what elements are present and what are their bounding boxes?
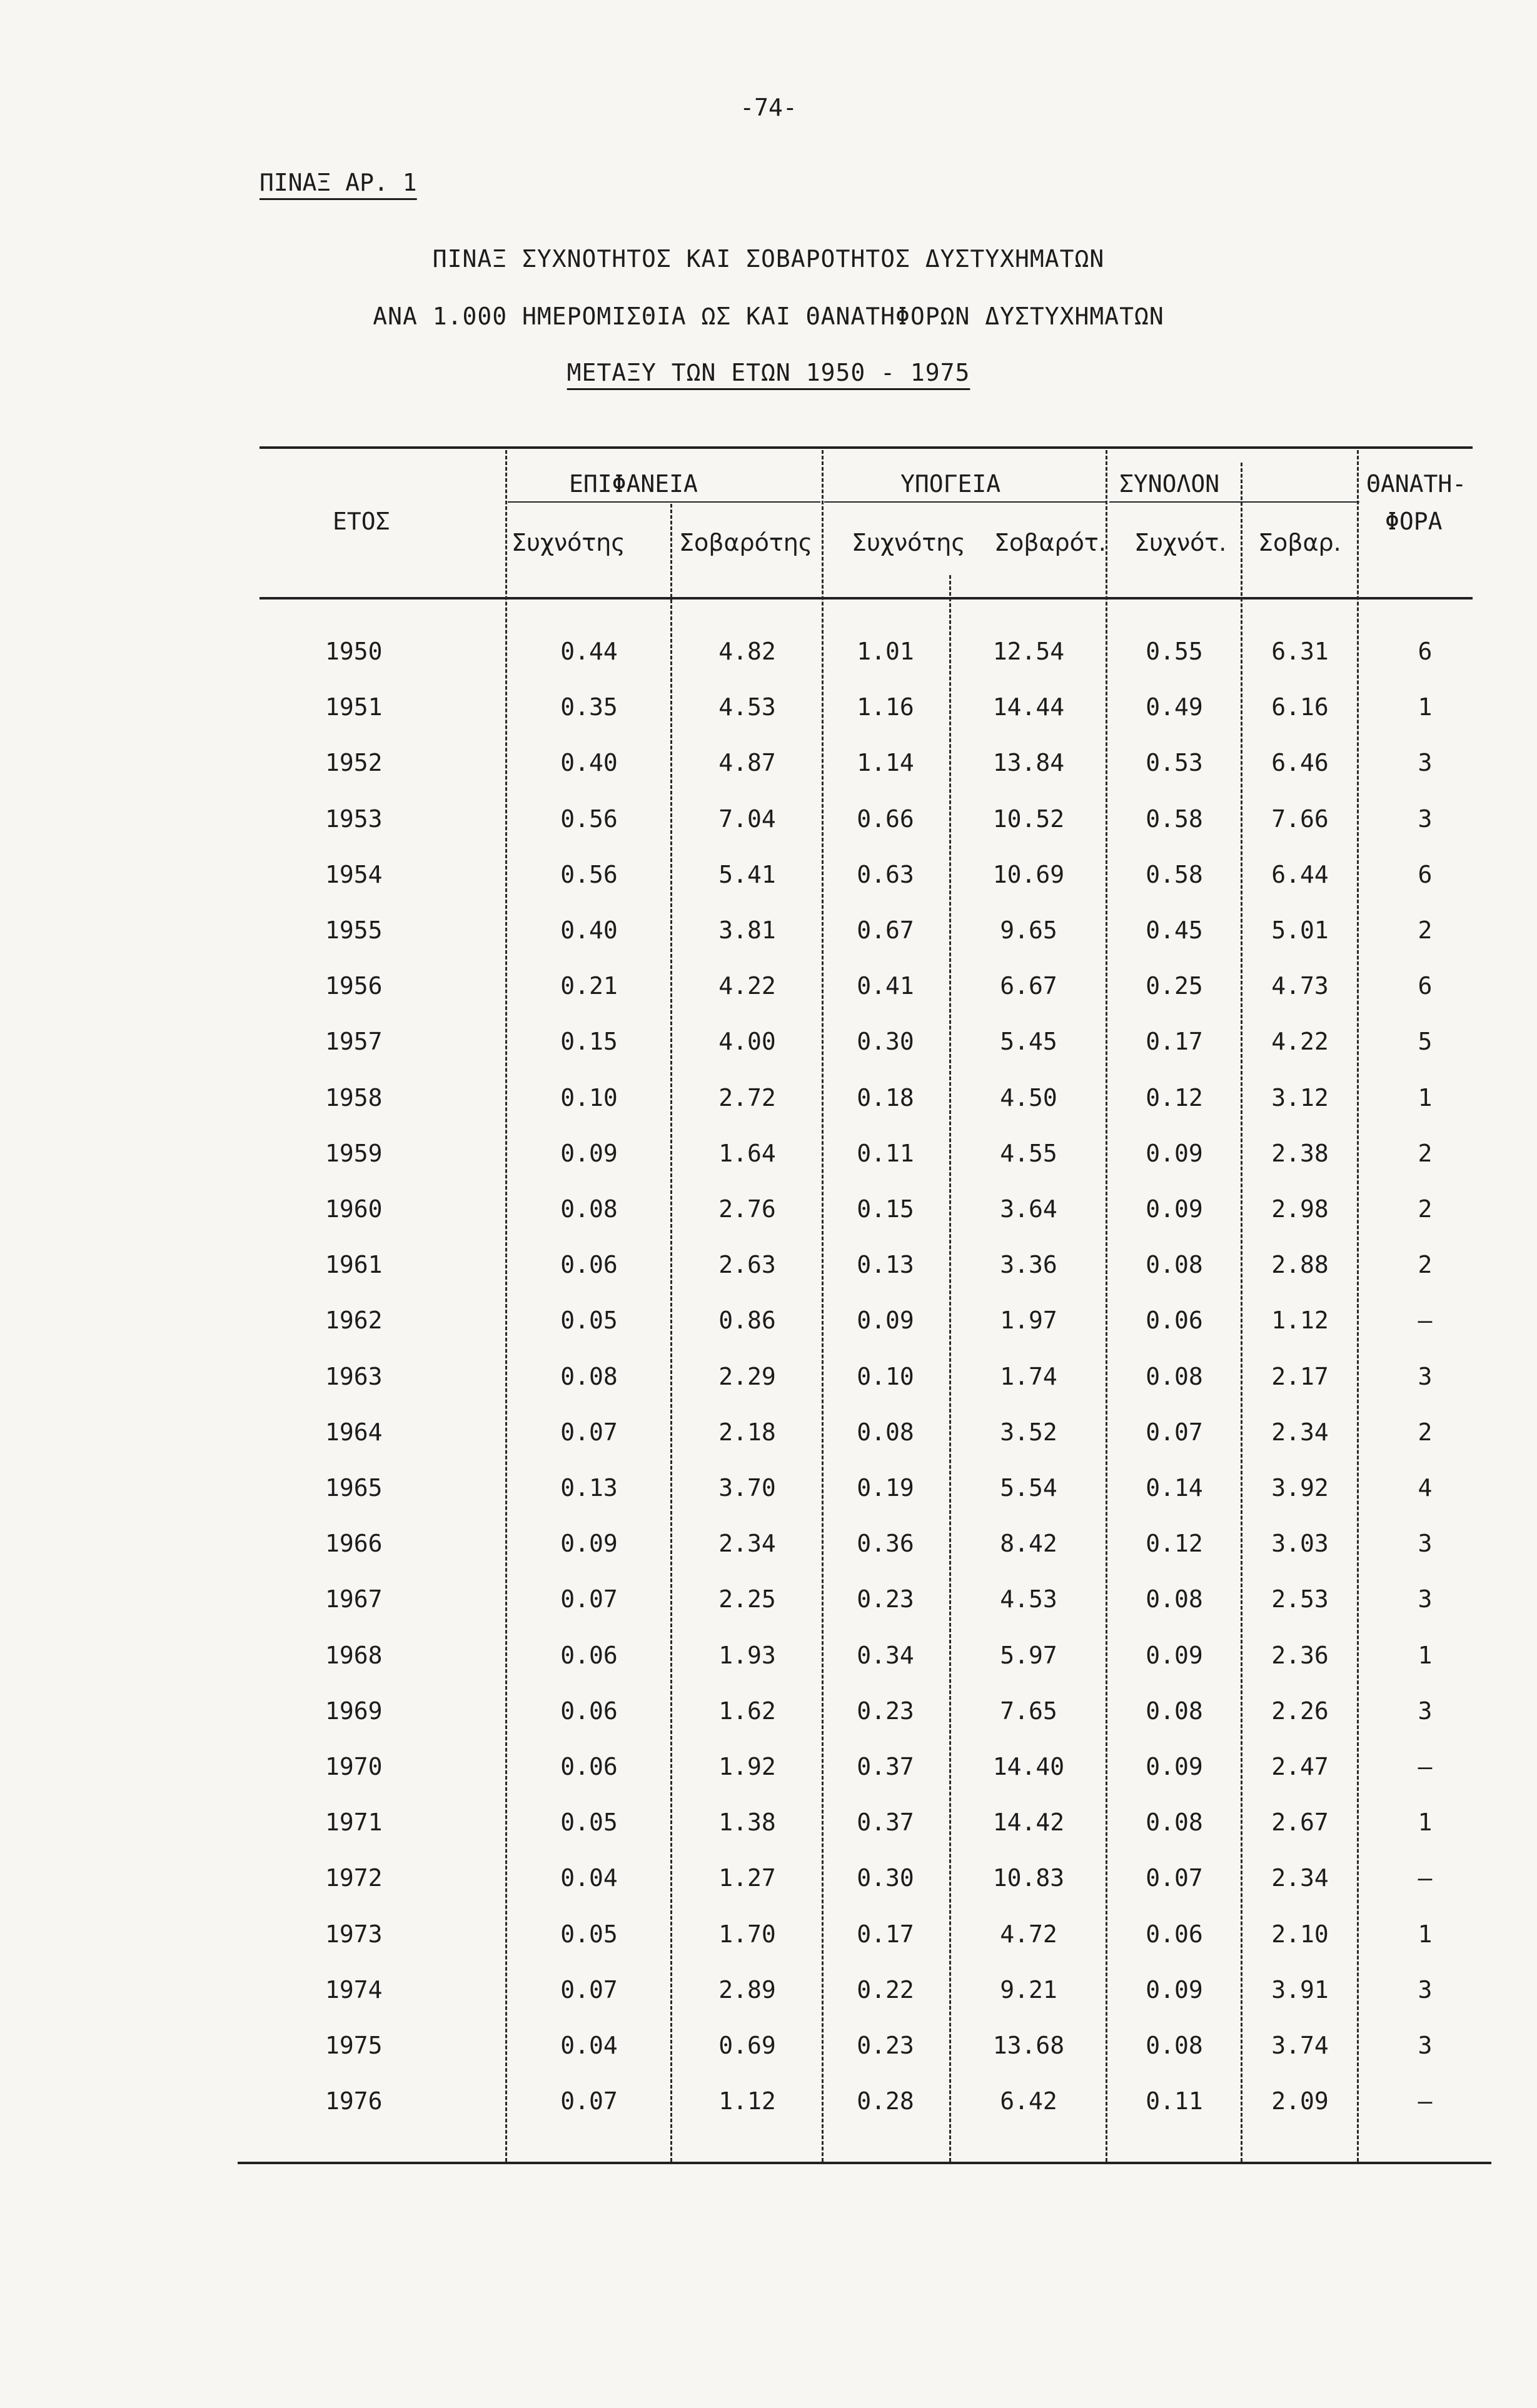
total-severity-cell: 2.47 [1271,1753,1329,1780]
header-underground-frequency: Συχνότης [852,529,965,556]
total-frequency-cell: 0.06 [1146,1920,1203,1948]
total-severity-cell: 2.17 [1271,1362,1329,1390]
total-frequency-cell: 0.45 [1146,916,1203,944]
total-severity-cell: 3.92 [1271,1474,1329,1502]
header-year: ΕΤΟΣ [333,508,390,535]
total-severity-cell: 6.46 [1271,749,1329,777]
surface-severity-cell: 1.93 [718,1641,776,1669]
surface-severity-cell: 5.41 [718,860,776,888]
total-severity-cell: 2.34 [1271,1864,1329,1892]
underground-severity-cell: 6.42 [1000,2087,1057,2115]
surface-frequency-cell: 0.21 [560,972,618,1000]
surface-severity-cell: 0.86 [718,1307,776,1335]
total-severity-cell: 2.67 [1271,1809,1329,1837]
header-surface: ΕΠΙΦΑΝΕΙΑ [569,470,698,498]
total-frequency-cell: 0.09 [1146,1753,1203,1780]
total-frequency-cell: 0.12 [1146,1083,1203,1111]
header-surface-frequency: Συχνότης [511,529,625,556]
total-severity-cell: 2.88 [1271,1251,1329,1279]
fatal-cell: 3 [1418,1585,1433,1613]
surface-severity-cell: 4.82 [718,638,776,665]
surface-severity-cell: 4.53 [718,693,776,721]
underground-frequency-cell: 0.23 [857,1697,914,1725]
year-cell: 1963 [325,1362,383,1390]
surface-frequency-cell: 0.13 [560,1474,618,1502]
underground-frequency-cell: 0.23 [857,1585,914,1613]
header-fatal-line-1: ΘΑΝΑΤΗ- [1366,470,1467,498]
year-cell: 1957 [325,1028,383,1056]
total-frequency-cell: 0.09 [1146,1195,1203,1223]
fatal-cell: – [1418,1864,1433,1892]
underground-severity-cell: 9.21 [1000,1975,1057,2004]
header-bottom-rule [260,597,1473,599]
underground-severity-cell: 4.72 [1000,1920,1057,1948]
year-cell: 1968 [325,1641,383,1669]
year-cell: 1959 [325,1139,383,1167]
total-severity-cell: 3.74 [1271,2032,1329,2059]
column-separator [1357,450,1359,2162]
surface-frequency-cell: 0.56 [560,805,618,833]
total-severity-cell: 2.34 [1271,1418,1329,1446]
underground-frequency-cell: 0.63 [857,860,914,888]
underground-severity-cell: 3.36 [1000,1251,1057,1279]
fatal-cell: – [1418,1753,1433,1780]
year-cell: 1969 [325,1697,383,1725]
surface-severity-cell: 1.92 [718,1753,776,1780]
header-total: ΣΥΝΟΛΟΝ [1119,470,1220,498]
year-cell: 1971 [325,1809,383,1837]
total-frequency-cell: 0.11 [1146,2087,1203,2115]
surface-frequency-cell: 0.07 [560,1418,618,1446]
total-severity-cell: 6.44 [1271,860,1329,888]
total-frequency-cell: 0.09 [1146,1975,1203,2004]
column-separator [505,450,507,2162]
surface-severity-cell: 1.70 [718,1920,776,1948]
year-cell: 1961 [325,1251,383,1279]
fatal-cell: 3 [1418,1697,1433,1725]
fatal-cell: 1 [1418,1083,1433,1111]
underground-frequency-cell: 0.11 [857,1139,914,1167]
year-cell: 1972 [325,1864,383,1892]
surface-frequency-cell: 0.05 [560,1809,618,1837]
year-cell: 1964 [325,1418,383,1446]
underground-severity-cell: 10.69 [992,860,1065,888]
header-total-frequency: Συχνότ. [1134,529,1227,556]
underground-frequency-cell: 0.10 [857,1362,914,1390]
year-cell: 1970 [325,1753,383,1780]
total-severity-cell: 6.31 [1271,638,1329,665]
underground-severity-cell: 13.84 [992,749,1065,777]
underground-severity-cell: 9.65 [1000,916,1057,944]
surface-severity-cell: 2.25 [718,1585,776,1613]
underground-severity-cell: 14.42 [992,1809,1065,1837]
total-frequency-cell: 0.08 [1146,1251,1203,1279]
surface-frequency-cell: 0.40 [560,916,618,944]
table-title-line-1: ΠΙΝΑΞ ΣΥΧΝΟΤΗΤΟΣ ΚΑΙ ΣΟΒΑΡΟΤΗΤΟΣ ΔΥΣΤΥΧΗΜΑΤΩΝ [432,245,1105,273]
underground-severity-cell: 4.50 [1000,1083,1057,1111]
total-severity-cell: 3.03 [1271,1530,1329,1558]
fatal-cell: 3 [1418,2032,1433,2059]
column-separator [822,450,824,2162]
year-cell: 1967 [325,1585,383,1613]
total-frequency-cell: 0.08 [1146,2032,1203,2059]
total-severity-cell: 2.53 [1271,1585,1329,1613]
underground-severity-cell: 14.40 [992,1753,1065,1780]
underground-frequency-cell: 0.41 [857,972,914,1000]
total-severity-cell: 2.98 [1271,1195,1329,1223]
total-severity-cell: 7.66 [1271,805,1329,833]
surface-severity-cell: 0.69 [718,2032,776,2059]
underground-frequency-cell: 0.37 [857,1809,914,1837]
year-cell: 1950 [325,638,383,665]
surface-severity-cell: 4.00 [718,1028,776,1056]
header-fatal-line-2: ΦΟΡΑ [1385,508,1443,535]
total-frequency-cell: 0.09 [1146,1641,1203,1669]
total-frequency-cell: 0.14 [1146,1474,1203,1502]
underground-frequency-cell: 1.01 [857,638,914,665]
header-surface-severity: Σοβαρότης [679,529,813,556]
year-cell: 1952 [325,749,383,777]
underground-frequency-cell: 0.17 [857,1920,914,1948]
total-group-rule [1109,501,1359,503]
total-severity-cell: 2.36 [1271,1641,1329,1669]
underground-frequency-cell: 0.22 [857,1975,914,2004]
year-cell: 1953 [325,805,383,833]
surface-severity-cell: 1.62 [718,1697,776,1725]
total-severity-cell: 3.91 [1271,1975,1329,2004]
surface-frequency-cell: 0.44 [560,638,618,665]
underground-frequency-cell: 1.16 [857,693,914,721]
surface-frequency-cell: 0.06 [560,1753,618,1780]
surface-frequency-cell: 0.56 [560,860,618,888]
underground-frequency-cell: 0.19 [857,1474,914,1502]
year-cell: 1956 [325,972,383,1000]
total-frequency-cell: 0.08 [1146,1809,1203,1837]
surface-frequency-cell: 0.05 [560,1920,618,1948]
surface-frequency-cell: 0.35 [560,693,618,721]
total-severity-cell: 2.09 [1271,2087,1329,2115]
year-cell: 1974 [325,1975,383,2004]
fatal-cell: 2 [1418,1251,1433,1279]
surface-severity-cell: 1.64 [718,1139,776,1167]
year-cell: 1976 [325,2087,383,2115]
surface-frequency-cell: 0.07 [560,1975,618,2004]
underground-severity-cell: 10.52 [992,805,1065,833]
fatal-cell: 3 [1418,1362,1433,1390]
surface-severity-cell: 2.72 [718,1083,776,1111]
underground-frequency-cell: 0.34 [857,1641,914,1669]
year-cell: 1962 [325,1307,383,1335]
fatal-cell: 2 [1418,916,1433,944]
underground-severity-cell: 12.54 [992,638,1065,665]
underground-severity-cell: 4.55 [1000,1139,1057,1167]
underground-frequency-cell: 0.08 [857,1418,914,1446]
page-number: -74- [740,94,797,121]
surface-severity-cell: 2.89 [718,1975,776,2004]
underground-group-rule [824,501,1106,503]
underground-severity-cell: 5.97 [1000,1641,1057,1669]
underground-frequency-cell: 0.36 [857,1530,914,1558]
fatal-cell: 6 [1418,638,1433,665]
underground-severity-cell: 3.52 [1000,1418,1057,1446]
underground-severity-cell: 13.68 [992,2032,1065,2059]
total-frequency-cell: 0.12 [1146,1530,1203,1558]
table-label: ΠΙΝΑΞ ΑΡ. 1 [260,169,417,196]
surface-frequency-cell: 0.09 [560,1530,618,1558]
total-frequency-cell: 0.08 [1146,1585,1203,1613]
total-severity-cell: 4.73 [1271,972,1329,1000]
total-frequency-cell: 0.07 [1146,1418,1203,1446]
table-title-line-3: ΜΕΤΑΞΥ ΤΩΝ ΕΤΩΝ 1950 - 1975 [567,359,970,386]
fatal-cell: 1 [1418,1641,1433,1669]
year-cell: 1960 [325,1195,383,1223]
surface-frequency-cell: 0.15 [560,1028,618,1056]
fatal-cell: 3 [1418,1975,1433,2004]
surface-severity-cell: 1.12 [718,2087,776,2115]
surface-frequency-cell: 0.04 [560,1864,618,1892]
fatal-cell: 3 [1418,749,1433,777]
surface-severity-cell: 3.70 [718,1474,776,1502]
total-frequency-cell: 0.53 [1146,749,1203,777]
underground-frequency-cell: 0.30 [857,1028,914,1056]
surface-frequency-cell: 0.08 [560,1195,618,1223]
total-frequency-cell: 0.08 [1146,1362,1203,1390]
total-severity-cell: 5.01 [1271,916,1329,944]
year-cell: 1955 [325,916,383,944]
column-separator [1106,450,1107,2162]
year-cell: 1954 [325,860,383,888]
total-frequency-cell: 0.06 [1146,1307,1203,1335]
year-cell: 1958 [325,1083,383,1111]
year-cell: 1965 [325,1474,383,1502]
total-frequency-cell: 0.25 [1146,972,1203,1000]
surface-severity-cell: 1.38 [718,1809,776,1837]
surface-frequency-cell: 0.07 [560,1585,618,1613]
surface-frequency-cell: 0.06 [560,1697,618,1725]
fatal-cell: 3 [1418,1530,1433,1558]
header-total-severity: Σοβαρ. [1258,529,1341,556]
underground-severity-cell: 3.64 [1000,1195,1057,1223]
surface-severity-cell: 7.04 [718,805,776,833]
total-severity-cell: 6.16 [1271,693,1329,721]
year-cell: 1973 [325,1920,383,1948]
underground-frequency-cell: 0.13 [857,1251,914,1279]
surface-frequency-cell: 0.04 [560,2032,618,2059]
total-frequency-cell: 0.17 [1146,1028,1203,1056]
fatal-cell: 2 [1418,1195,1433,1223]
total-frequency-cell: 0.58 [1146,805,1203,833]
underground-frequency-cell: 1.14 [857,749,914,777]
fatal-cell: 1 [1418,1920,1433,1948]
underground-severity-cell: 10.83 [992,1864,1065,1892]
fatal-cell: 1 [1418,693,1433,721]
fatal-cell: – [1418,2087,1433,2115]
year-cell: 1975 [325,2032,383,2059]
total-severity-cell: 4.22 [1271,1028,1329,1056]
underground-severity-cell: 14.44 [992,693,1065,721]
surface-severity-cell: 2.76 [718,1195,776,1223]
surface-severity-cell: 2.34 [718,1530,776,1558]
surface-frequency-cell: 0.10 [560,1083,618,1111]
fatal-cell: 2 [1418,1139,1433,1167]
fatal-cell: 2 [1418,1418,1433,1446]
fatal-cell: 4 [1418,1474,1433,1502]
total-frequency-cell: 0.55 [1146,638,1203,665]
total-severity-cell: 2.10 [1271,1920,1329,1948]
table-top-rule [260,446,1473,449]
fatal-cell: 1 [1418,1809,1433,1837]
surface-severity-cell: 2.29 [718,1362,776,1390]
total-frequency-cell: 0.49 [1146,693,1203,721]
underground-severity-cell: 4.53 [1000,1585,1057,1613]
underground-frequency-cell: 0.09 [857,1307,914,1335]
surface-severity-cell: 3.81 [718,916,776,944]
surface-frequency-cell: 0.06 [560,1251,618,1279]
header-underground-severity: Σοβαρότ. [994,529,1106,556]
column-separator [670,504,672,2162]
fatal-cell: 3 [1418,805,1433,833]
table-bottom-rule [238,2162,1491,2164]
surface-group-rule [508,501,820,503]
surface-severity-cell: 2.63 [718,1251,776,1279]
surface-frequency-cell: 0.08 [560,1362,618,1390]
underground-frequency-cell: 0.15 [857,1195,914,1223]
underground-severity-cell: 8.42 [1000,1530,1057,1558]
year-cell: 1951 [325,693,383,721]
surface-frequency-cell: 0.40 [560,749,618,777]
fatal-cell: 6 [1418,972,1433,1000]
underground-severity-cell: 5.54 [1000,1474,1057,1502]
underground-severity-cell: 7.65 [1000,1697,1057,1725]
total-severity-cell: 3.12 [1271,1083,1329,1111]
fatal-cell: 5 [1418,1028,1433,1056]
underground-severity-cell: 6.67 [1000,972,1057,1000]
total-severity-cell: 1.12 [1271,1307,1329,1335]
underground-frequency-cell: 0.66 [857,805,914,833]
underground-severity-cell: 1.74 [1000,1362,1057,1390]
total-frequency-cell: 0.58 [1146,860,1203,888]
total-severity-cell: 2.38 [1271,1139,1329,1167]
underground-frequency-cell: 0.23 [857,2032,914,2059]
surface-frequency-cell: 0.07 [560,2087,618,2115]
total-severity-cell: 2.26 [1271,1697,1329,1725]
column-separator [1241,463,1242,2162]
surface-frequency-cell: 0.09 [560,1139,618,1167]
underground-severity-cell: 5.45 [1000,1028,1057,1056]
surface-frequency-cell: 0.05 [560,1307,618,1335]
surface-severity-cell: 1.27 [718,1864,776,1892]
underground-frequency-cell: 0.28 [857,2087,914,2115]
header-underground: ΥΠΟΓΕΙΑ [900,470,1001,498]
underground-frequency-cell: 0.37 [857,1753,914,1780]
column-separator [949,575,951,2162]
underground-frequency-cell: 0.67 [857,916,914,944]
surface-severity-cell: 2.18 [718,1418,776,1446]
surface-severity-cell: 4.87 [718,749,776,777]
fatal-cell: 6 [1418,860,1433,888]
surface-frequency-cell: 0.06 [560,1641,618,1669]
year-cell: 1966 [325,1530,383,1558]
table-title-line-2: ΑΝΑ 1.000 ΗΜΕΡΟΜΙΣΘΙΑ ΩΣ ΚΑΙ ΘΑΝΑΤΗΦΟΡΩΝ ΔΥΣΤΥΧΗΜΑΤΩΝ [373,303,1164,330]
underground-severity-cell: 1.97 [1000,1307,1057,1335]
total-frequency-cell: 0.07 [1146,1864,1203,1892]
underground-frequency-cell: 0.30 [857,1864,914,1892]
surface-severity-cell: 4.22 [718,972,776,1000]
total-frequency-cell: 0.08 [1146,1697,1203,1725]
total-frequency-cell: 0.09 [1146,1139,1203,1167]
underground-frequency-cell: 0.18 [857,1083,914,1111]
fatal-cell: – [1418,1307,1433,1335]
